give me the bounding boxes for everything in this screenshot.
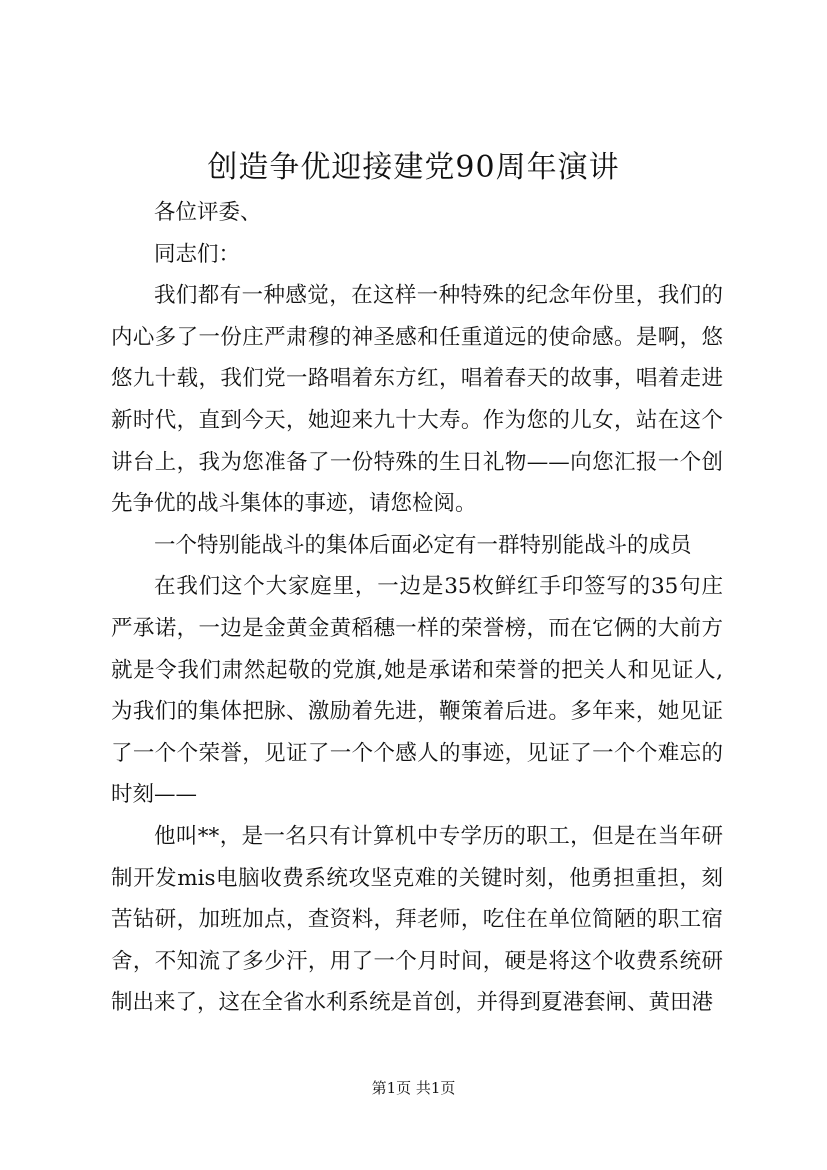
document-title: 创造争优迎接建党90周年演讲: [207, 150, 620, 185]
paragraph-family: 在我们这个大家庭里，一边是35枚鲜红手印签写的35句庄严承诺，一边是金黄金黄稻穗一样的荣誉榜，而在它俩的大前方就是令我们肃然起敬的党旗,她是承诺和荣誉的把关人和见证人,为我们的集体把脉、激励着先进，鞭策着后进。多年来，她见证了一个个荣誉，见证了一个个感人的事迹，见证了一个个难忘的时刻——: [111, 574, 723, 808]
paragraph-intro: 我们都有一种感觉，在这样一种特殊的纪念年份里，我们的内心多了一份庄严肃穆的神圣感和任重道远的使命感。是啊，悠悠九十载，我们党一路唱着东方红，唱着春天的故事，唱着走进新时代，直到今天，她迎来九十大寿。作为您的儿女，站在这个讲台上，我为您准备了一份特殊的生日礼物——向您汇报一个创先争优的战斗集体的事迹，请您检阅。: [111, 283, 723, 517]
paragraph-salutation-judges: 各位评委、: [154, 200, 262, 225]
paragraph-heading: 一个特别能战斗的集体后面必定有一群特别能战斗的成员: [154, 532, 692, 558]
page-footer: 第1页 共1页: [371, 1079, 456, 1097]
document-body: [111, 192, 723, 1024]
paragraph-person: 他叫**，是一名只有计算机中专学历的职工，但是在当年研制开发mis电脑收费系统攻坚克难的关键时刻，他勇担重担，刻苦钻研，加班加点，查资料，拜老师，吃住在单位简陋的职工宿舍，不知流了多少汗，用了一个月时间，硬是将这个收费系统研制出来了，这在全省水利系统是首创，并得到夏港套闸、黄田港: [111, 823, 723, 1016]
paragraph-salutation-comrades: 同志们：: [154, 241, 241, 267]
